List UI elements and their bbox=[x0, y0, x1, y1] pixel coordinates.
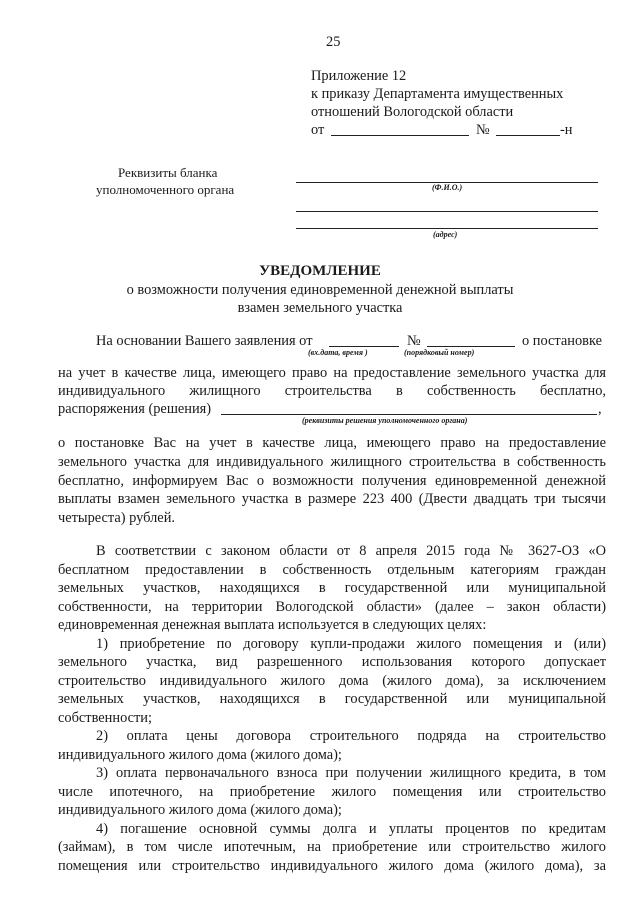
requisites-line1: Реквизиты бланка bbox=[118, 165, 218, 180]
notice-line: земельного участка для индивидуального жилищного строительства в собственность bbox=[58, 454, 606, 470]
subtitle-line2: взамен земельного участка bbox=[237, 300, 403, 316]
law-line: единовременная денежная выплата используется в следующих целях: bbox=[58, 617, 487, 633]
basis-line3: индивидуального жилищного строительства в собственность бесплатно, bbox=[58, 383, 606, 399]
item-1-line: собственности; bbox=[58, 710, 153, 726]
notice-line: четыреста) рублей. bbox=[58, 510, 175, 526]
decision-caption: (реквизиты решения уполномоченного органа) bbox=[302, 416, 468, 425]
basis-suffix: о постановке bbox=[522, 333, 602, 349]
requisites-line2: уполномоченного органа bbox=[96, 182, 235, 197]
subtitle-line1: о возможности получения единовременной денежной выплаты bbox=[126, 282, 514, 298]
item-3-line: индивидуального жилого дома (жилого дома); bbox=[58, 802, 342, 818]
appendix-number-line bbox=[496, 135, 560, 136]
item-3-line: числе ипотечного, на приобретение жилого помещения или строительство bbox=[58, 784, 606, 800]
notice-line: выплаты взамен земельного участка в размере 223 400 (Двести двадцать три тысячи bbox=[58, 491, 606, 507]
basis-number-caption: (порядковый номер) bbox=[404, 348, 475, 357]
document-title: УВЕДОМЛЕНИЕ bbox=[259, 263, 381, 279]
basis-date-caption: (вх.дата, время ) bbox=[308, 348, 368, 357]
appendix-no-label: № bbox=[476, 122, 490, 138]
address-line-2 bbox=[296, 228, 598, 229]
appendix-line1: Приложение 12 bbox=[311, 68, 407, 84]
basis-number-line bbox=[427, 346, 515, 347]
basis-line4-prefix: распоряжения (решения) bbox=[58, 401, 212, 417]
appendix-from-label: от bbox=[311, 122, 325, 138]
item-3-line: 3) оплата первоначального взноса при получении жилищного кредита, в том bbox=[96, 765, 606, 781]
item-4-line: помещения или строительство индивидуального жилого дома (жилого дома), за bbox=[58, 858, 606, 874]
notice-line: бесплатно, информируем Вас о возможности получения единовременной денежной bbox=[58, 473, 606, 489]
appendix-suffix: -н bbox=[560, 122, 573, 138]
item-4-line: (займам), в том числе ипотечным, на приобретение или строительство жилого bbox=[58, 839, 606, 855]
item-2-line: 2) оплата цены договора строительного подряда на строительство bbox=[96, 728, 606, 744]
notice-line: о постановке Вас на учет в качестве лица, имеющего право на предоставление bbox=[58, 435, 606, 451]
appendix-date-line bbox=[331, 135, 469, 136]
appendix-line2: к приказу Департамента имущественных bbox=[311, 86, 564, 102]
law-line: бесплатном предоставлении в собственность отдельным категориям граждан bbox=[58, 562, 606, 578]
item-1-line: 1) приобретение по договору купли-продажи жилого помещения и (или) bbox=[96, 636, 606, 652]
address-line-1 bbox=[296, 211, 598, 212]
address-caption: (адрес) bbox=[433, 230, 458, 239]
page-number: 25 bbox=[326, 34, 341, 50]
appendix-line3: отношений Вологодской области bbox=[311, 104, 514, 120]
basis-date-line bbox=[329, 346, 399, 347]
law-line: собственности, на территории Вологодской области» (далее – закон области) bbox=[58, 599, 606, 615]
law-line: В соответствии с законом области от 8 апреля 2015 года № 3627-ОЗ «О bbox=[96, 543, 606, 559]
fio-caption: (Ф.И.О.) bbox=[432, 183, 463, 192]
item-4-line: 4) погашение основной суммы долга и уплаты процентов по кредитам bbox=[96, 821, 606, 837]
item-1-line: земельного участка, вид разрешенного использования которого допускает bbox=[58, 654, 606, 670]
basis-line2: на учет в качестве лица, имеющего право на предоставление земельного участка для bbox=[58, 365, 606, 381]
basis-prefix: На основании Вашего заявления от bbox=[96, 333, 313, 349]
decision-line bbox=[221, 414, 597, 415]
basis-line4-suffix: , bbox=[598, 401, 602, 417]
item-2-line: индивидуального жилого дома (жилого дома); bbox=[58, 747, 342, 763]
basis-no-label: № bbox=[407, 333, 421, 349]
law-line: земельных участков, находящихся в государственной или муниципальной bbox=[58, 580, 606, 596]
item-1-line: земельных участков, находящихся в государственной или муниципальной bbox=[58, 691, 606, 707]
item-1-line: строительство индивидуального жилого дома (жилого дома), за исключением bbox=[58, 673, 606, 689]
